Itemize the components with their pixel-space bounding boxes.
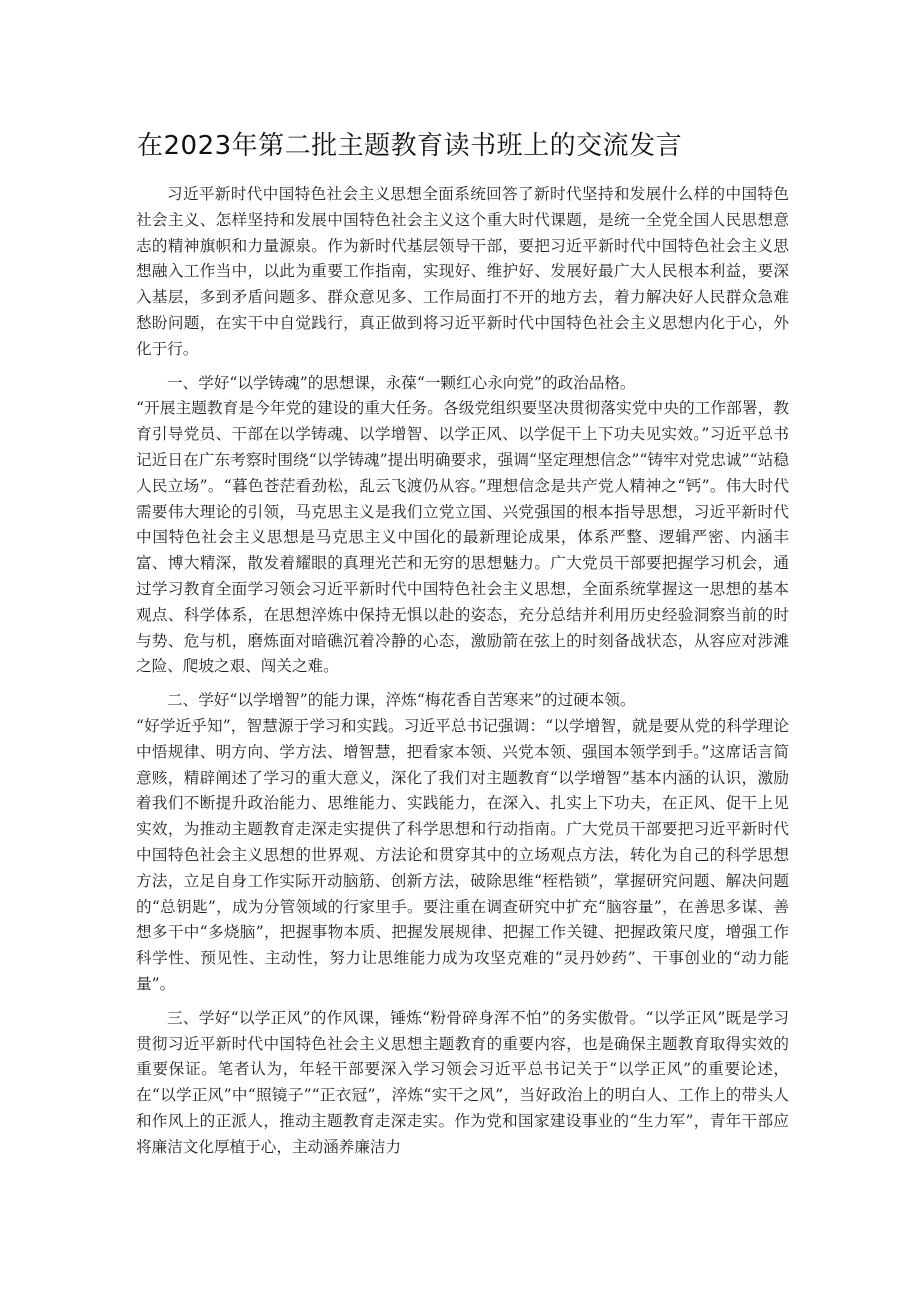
document-title: 在2023年第二批主题教育读书班上的交流发言 [137, 131, 683, 161]
document-body [136, 182, 789, 1160]
section-one-paragraph: “开展主题教育是今年党的建设的重大任务。各级党组织要坚决贯彻落实党中央的工作部署，教育引导党员、干部在以学铸魂、以学增智、以学正风、以学促干上下功夫见实效。”习近平总书记近日在广东考察时围绕“以学铸魂”提出明确要求，强调“坚定理想信念”“铸牢对党忠诚”“站稳人民立场”。“暮色苍茫看劲松，乱云飞渡仍从容。”理想信念是共产党人精神之“钙”。伟大时代需要伟大理论的引领，马克思主义是我们立党立国、兴党强国的根本指导思想，习近平新时代中国特色社会主义思想是马克思主义中国化的最新理论成果，体系严整、逻辑严密、内涵丰富、博大精深，散发着耀眼的真理光芒和无穷的思想魅力。广大党员干部要把握学习机会，通过学习教育全面学习领会习近平新时代中国特色社会主义思想，全面系统掌握这一思想的基本观点、科学体系，在思想淬炼中保持无惧以赴的姿态，充分总结并利用历史经验洞察当前的时与势、危与机，磨炼面对暗礁沉着冷静的心态，激励箭在弦上的时刻备战状态，从容应对涉滩之险、爬坡之艰、闯关之难。 [136, 399, 789, 676]
intro-paragraph: 习近平新时代中国特色社会主义思想全面系统回答了新时代坚持和发展什么样的中国特色社会主义、怎样坚持和发展中国特色社会主义这个重大时代课题，是统一全党全国人民思想意志的精神旗帜和力量源泉。作为新时代基层领导干部，要把习近平新时代中国特色社会主义思想融入工作当中，以此为重要工作指南，实现好、维护好、发展好最广大人民根本利益，要深入基层，多到矛盾问题多、群众意见多、工作局面打不开的地方去，着力解决好人民群众急难愁盼问题，在实干中自觉践行，真正做到将习近平新时代中国特色社会主义思想内化于心，外化于行。 [136, 185, 789, 358]
section-two-heading: 二、学好“以学增智”的能力课，淬炼“梅花香自苦寒来”的过硬本领。 [167, 691, 636, 710]
section-three-paragraph: 三、学好“以学正风”的作风课，锤炼“粉骨碎身浑不怕”的务实傲骨。“以学正风”既是学习贯彻习近平新时代中国特色社会主义思想主题教育的重要内容，也是确保主题教育取得实效的重要保证。笔者认为，年轻干部要深入学习领会习近平总书记关于“以学正风”的重要论述，在“以学正风”中“照镜子”“正衣冠”，淬炼“实干之风”，当好政治上的明白人、工作上的带头人和作风上的正派人，推动主题教育走深走实。作为党和国家建设事业的“生力军”，青年干部应将廉洁文化厚植于心，主动涵养廉洁力 [136, 1008, 789, 1156]
section-two-paragraph: “好学近乎知”，智慧源于学习和实践。习近平总书记强调：“以学增智，就是要从党的科学理论中悟规律、明方向、学方法、增智慧，把看家本领、兴党本领、强国本领学到手。”这席话言简意赅，精辟阐述了学习的重大意义，深化了我们对主题教育“以学增智”基本内涵的认识，激励着我们不断提升政治能力、思维能力、实践能力，在深入、扎实上下功夫，在正风、促干上见实效，为推动主题教育走深走实提供了科学思想和行动指南。广大党员干部要把习近平新时代中国特色社会主义思想的世界观、方法论和贯穿其中的立场观点方法，转化为自己的科学思想方法，立足自身工作实际开动脑筋、创新方法，破除思维“桎梏锁”，掌握研究问题、解决问题的“总钥匙”，成为分管领域的行家里手。要注重在调查研究中扩充“脑容量”，在善思多谋、善想多干中“多烧脑”，把握事物本质、把握发展规律、把握工作关键、把握政策尺度，增强工作科学性、预见性、主动性，努力让思维能力成为攻坚克难的“灵丹妙药”、干事创业的“动力能量”。 [136, 716, 789, 993]
section-one-heading: 一、学好“以学铸魂”的思想课，永葆“一颗红心永向党”的政治品格。 [167, 373, 636, 392]
